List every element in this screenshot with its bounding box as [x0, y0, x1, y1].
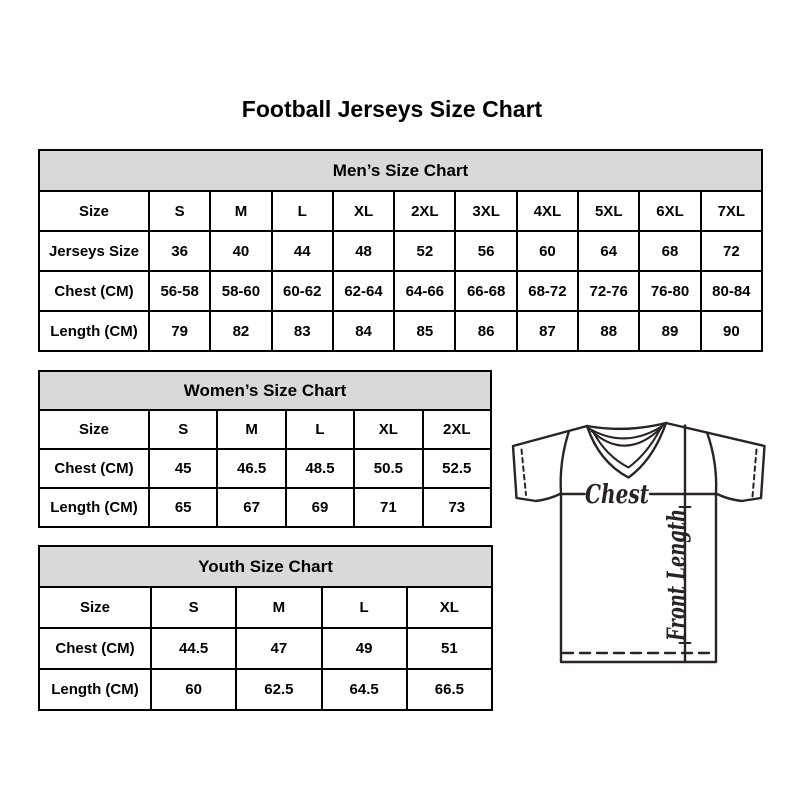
value-cell: M	[236, 587, 321, 628]
value-cell: S	[151, 587, 236, 628]
row-label-cell: Chest (CM)	[39, 628, 151, 669]
row-label-cell: Size	[39, 410, 149, 449]
value-cell: 62.5	[236, 669, 321, 710]
table-row	[39, 669, 492, 710]
value-cell: 49	[322, 628, 407, 669]
youth-size-table	[38, 545, 493, 711]
value-cell: M	[210, 191, 271, 231]
value-cell: 52	[394, 231, 455, 271]
value-cell: 50.5	[354, 449, 422, 488]
value-cell: 60	[151, 669, 236, 710]
value-cell: S	[149, 191, 210, 231]
page-title: Football Jerseys Size Chart	[241, 96, 543, 122]
table-row	[39, 488, 491, 527]
value-cell: L	[272, 191, 333, 231]
value-cell: 64.5	[322, 669, 407, 710]
value-cell: 82	[210, 311, 271, 351]
value-cell: 44.5	[151, 628, 236, 669]
value-cell: 56-58	[149, 271, 210, 311]
value-cell: 68-72	[517, 271, 578, 311]
mens-size-table	[38, 149, 763, 352]
row-label-cell: Size	[39, 587, 151, 628]
value-cell: 52.5	[423, 449, 491, 488]
jersey-outline-icon	[513, 423, 765, 662]
value-cell: 69	[286, 488, 354, 527]
table-row	[39, 311, 762, 351]
value-cell: 73	[423, 488, 491, 527]
value-cell: 51	[407, 628, 492, 669]
value-cell: 72	[701, 231, 762, 271]
value-cell: 68	[639, 231, 700, 271]
table-row	[39, 410, 491, 449]
value-cell: L	[286, 410, 354, 449]
value-cell: 86	[455, 311, 516, 351]
row-label-cell: Size	[39, 191, 149, 231]
value-cell: 44	[272, 231, 333, 271]
row-label-cell: Length (CM)	[39, 669, 151, 710]
value-cell: 64	[578, 231, 639, 271]
value-cell: 62-64	[333, 271, 394, 311]
value-cell: 80-84	[701, 271, 762, 311]
value-cell: S	[149, 410, 217, 449]
value-cell: XL	[407, 587, 492, 628]
value-cell: 87	[517, 311, 578, 351]
value-cell: 79	[149, 311, 210, 351]
row-label-cell: Jerseys Size	[39, 231, 149, 271]
value-cell: XL	[333, 191, 394, 231]
value-cell: 4XL	[517, 191, 578, 231]
value-cell: 64-66	[394, 271, 455, 311]
table-header-band	[39, 150, 762, 191]
table-row	[39, 587, 492, 628]
value-cell: 48.5	[286, 449, 354, 488]
value-cell: 83	[272, 311, 333, 351]
value-cell: 48	[333, 231, 394, 271]
value-cell: 60-62	[272, 271, 333, 311]
youth-size-table-title: Youth Size Chart	[39, 546, 492, 587]
value-cell: 46.5	[217, 449, 285, 488]
value-cell: 76-80	[639, 271, 700, 311]
value-cell: 2XL	[423, 410, 491, 449]
value-cell: 2XL	[394, 191, 455, 231]
value-cell: 40	[210, 231, 271, 271]
value-cell: 58-60	[210, 271, 271, 311]
table-header-band	[39, 371, 491, 410]
row-label-cell: Length (CM)	[39, 488, 149, 527]
table-row	[39, 271, 762, 311]
table-row	[39, 449, 491, 488]
womens-size-table	[38, 370, 492, 528]
value-cell: 67	[217, 488, 285, 527]
value-cell: 71	[354, 488, 422, 527]
value-cell: 60	[517, 231, 578, 271]
table-row	[39, 628, 492, 669]
table-row	[39, 191, 762, 231]
value-cell: L	[322, 587, 407, 628]
row-label-cell: Chest (CM)	[39, 271, 149, 311]
row-label-cell: Length (CM)	[39, 311, 149, 351]
value-cell: 36	[149, 231, 210, 271]
value-cell: 66-68	[455, 271, 516, 311]
value-cell: 72-76	[578, 271, 639, 311]
value-cell: 45	[149, 449, 217, 488]
jersey-measurement-diagram	[498, 408, 790, 674]
value-cell: 6XL	[639, 191, 700, 231]
chest-measure-label: Chest	[585, 480, 649, 510]
value-cell: 85	[394, 311, 455, 351]
value-cell: 7XL	[701, 191, 762, 231]
value-cell: 66.5	[407, 669, 492, 710]
value-cell: 56	[455, 231, 516, 271]
value-cell: 5XL	[578, 191, 639, 231]
value-cell: 90	[701, 311, 762, 351]
value-cell: 88	[578, 311, 639, 351]
womens-size-table-title: Women’s Size Chart	[39, 371, 491, 410]
value-cell: 84	[333, 311, 394, 351]
value-cell: 89	[639, 311, 700, 351]
row-label-cell: Chest (CM)	[39, 449, 149, 488]
front-length-measure-label: Front Length	[662, 456, 691, 641]
value-cell: 47	[236, 628, 321, 669]
mens-size-table-title: Men’s Size Chart	[39, 150, 762, 191]
value-cell: 3XL	[455, 191, 516, 231]
value-cell: XL	[354, 410, 422, 449]
table-row	[39, 231, 762, 271]
table-header-band	[39, 546, 492, 587]
value-cell: 65	[149, 488, 217, 527]
value-cell: M	[217, 410, 285, 449]
